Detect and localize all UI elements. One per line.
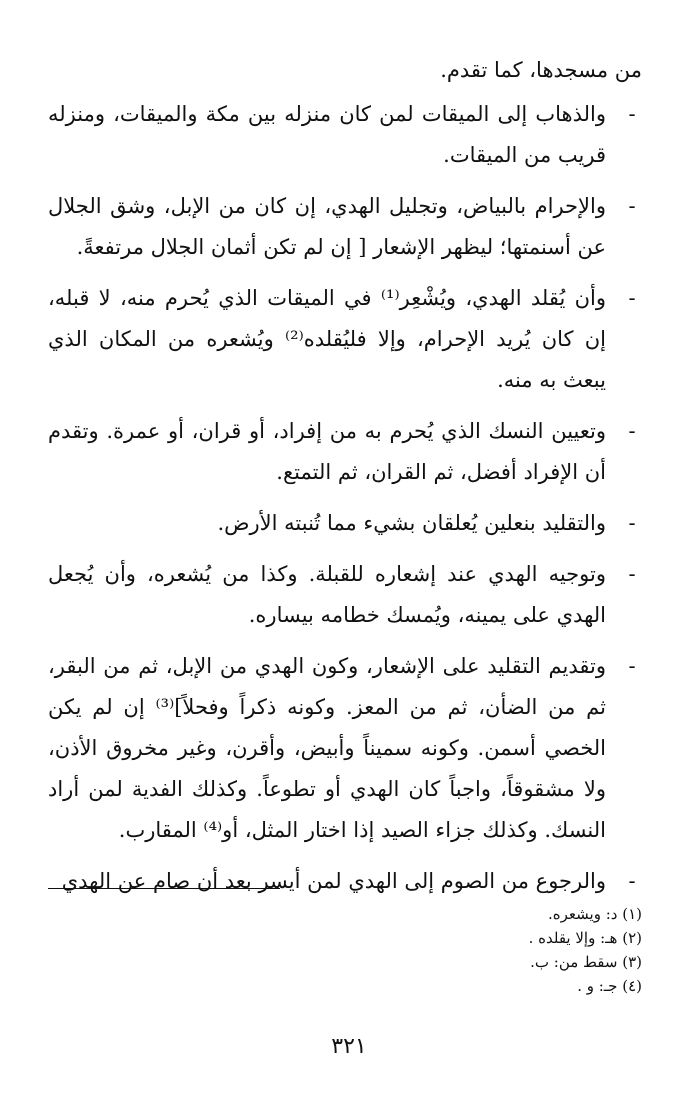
list-dash: -: [628, 511, 636, 535]
page-number: ٣٢١: [331, 1034, 367, 1059]
footnote-separator: [48, 888, 280, 889]
list-dash: -: [628, 562, 636, 586]
intro-line: من مسجدها، كما تقدم.: [440, 58, 642, 82]
list-item-text: والرجوع من الصوم إلى الهدي لمن أيسر بعد أن صام عن الهدي: [61, 869, 606, 893]
list-dash: -: [628, 286, 636, 310]
list-dash: -: [628, 654, 636, 678]
list-item-text: وتعيين النسك الذي يُحرم به من إفراد، أو قران، أو عمرة. وتقدم أن الإفراد أفضل، ثم القران، ثم التمتع.: [48, 419, 606, 484]
list-dash: -: [628, 194, 636, 218]
footnote: (٤) جـ: و .: [577, 977, 642, 995]
list-item-text: وتقديم التقليد على الإشعار، وكون الهدي من الإبل، ثم من البقر، ثم من الضأن، ثم من المعز. وكونه ذكراً وفحلاً]⁽³⁾ إن لم يكن الخصي أسمن. وكونه سميناً وأبيض، وأقرن، وغير مخروق الأذن، ولا مشقوقاً، واجباً كان الهدي أو تطوعاً. وكذلك الفدية لمن أراد النسك. وكذلك جزاء الصيد إذا اختار المثل، أو⁽⁴⁾ المقارب.: [48, 654, 606, 842]
list-item: [48, 186, 642, 268]
main-text: [48, 50, 642, 912]
footnote: (٣) سقط من: ب.: [530, 953, 642, 971]
list-item-text: والذهاب إلى الميقات لمن كان منزله بين مكة والميقات، ومنزله قريب من الميقات.: [48, 102, 606, 167]
list-item-text: والإحرام بالبياض، وتجليل الهدي، إن كان من الإبل، وشق الجلال عن أسنمتها؛ ليظهر الإشعار [ إن لم تكن أثمان الجلال مرتفعةً.: [48, 194, 606, 259]
list-item-text: وتوجيه الهدي عند إشعاره للقبلة. وكذا من يُشعره، وأن يُجعل الهدي على يمينه، ويُمسك خطامه بيساره.: [48, 562, 606, 627]
list-item: [48, 861, 642, 902]
footnote: (١) د: ويشعره.: [548, 905, 642, 923]
list-item-text: وأن يُقلد الهدي، ويُشْعِر⁽¹⁾ في الميقات الذي يُحرم منه، لا قبله، إن كان يُريد الإحرام، وإلا فليُقلده⁽²⁾ ويُشعره من المكان الذي يبعث به منه.: [48, 286, 606, 392]
list-item: [48, 278, 642, 401]
footnotes: [48, 902, 642, 998]
list-item: [48, 646, 642, 851]
list-item: [48, 503, 642, 544]
list-item: [48, 554, 642, 636]
list-item-text: والتقليد بنعلين يُعلقان بشيء مما تُنبته الأرض.: [217, 511, 606, 535]
list-item: [48, 411, 642, 493]
footnote: (٢) هـ: وإلا يقلده .: [528, 929, 642, 947]
list-dash: -: [628, 869, 636, 893]
list-dash: -: [628, 102, 636, 126]
list-dash: -: [628, 419, 636, 443]
list-item: [48, 94, 642, 176]
